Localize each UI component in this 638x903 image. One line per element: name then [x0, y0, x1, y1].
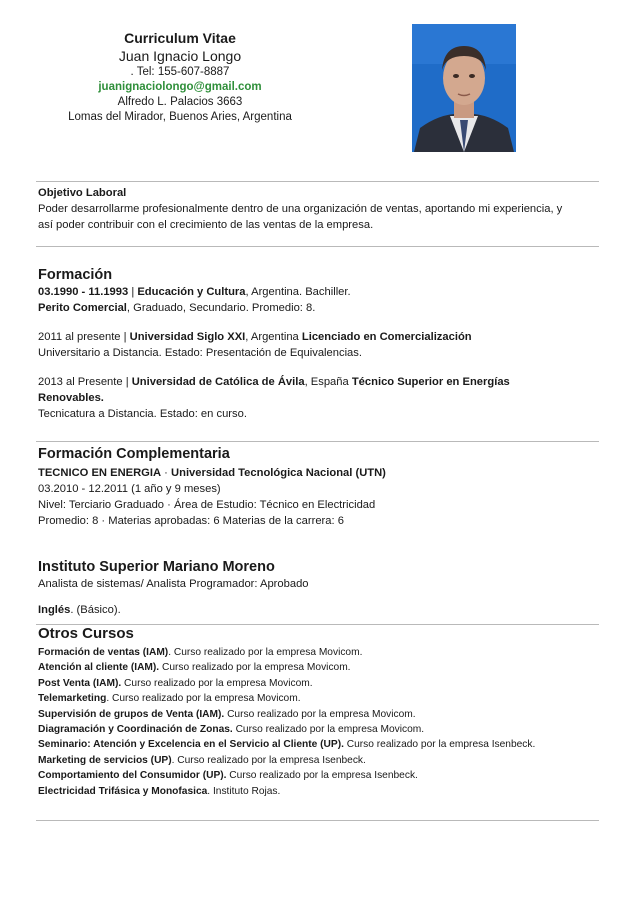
list-item: Formación de ventas (IAM). Curso realizado por la empresa Movicom.	[38, 647, 363, 658]
document-title: Curriculum Vitae	[124, 30, 236, 46]
language-name: Inglés	[38, 604, 71, 616]
complementary-heading: Formación Complementaria	[38, 446, 230, 462]
entry-school: Universidad Siglo XXI	[129, 331, 246, 343]
entry-text: , Argentina	[245, 331, 302, 343]
divider	[36, 181, 599, 182]
entry-degree: Renovables.	[38, 392, 104, 404]
list-item: Atención al cliente (IAM). Curso realizado por la empresa Movicom.	[38, 662, 351, 674]
entry-text: Nivel: Terciario Graduado · Área de Estudio: Técnico en Electricidad	[38, 499, 376, 511]
entry-dates: 03.1990 - 11.1993	[38, 286, 129, 298]
city: Lomas del Mirador, Buenos Aries, Argentina	[68, 111, 292, 123]
objective-section	[38, 185, 600, 233]
list-item: Seminario: Atención y Excelencia en el Servicio al Cliente (UP). Curso realizado por la empresa Isenbeck.	[38, 739, 536, 751]
entry-text: 03.2010 - 12.2011 (1 año y 9 meses)	[38, 483, 221, 495]
email-link[interactable]: juanignaciolongo@gmail.com	[98, 81, 262, 93]
entry-text: Tecnicatura a Distancia. Estado: en curso.	[38, 408, 247, 420]
courses-list	[38, 645, 600, 799]
list-item: Post Venta (IAM). Curso realizado por la empresa Movicom.	[38, 677, 313, 689]
language-entry	[38, 602, 600, 618]
education-entry	[38, 300, 600, 316]
entry-dates: 2013 al Presente |	[38, 376, 132, 388]
divider	[36, 441, 599, 442]
entry-text: , Argentina. Bachiller.	[245, 286, 351, 298]
education-entry	[38, 329, 600, 345]
courses-heading: Otros Cursos	[38, 625, 134, 642]
complementary-entry	[38, 465, 600, 481]
courses-section	[38, 625, 600, 799]
phone: . Tel: 155-607-8887	[130, 66, 230, 78]
entry-school: Universidad de Católica de Ávila	[131, 376, 305, 388]
education-heading: Formación	[38, 267, 113, 283]
list-item: Telemarketing. Curso realizado por la empresa Movicom.	[38, 693, 301, 705]
entry-degree: Perito Comercial	[38, 302, 127, 314]
address: Alfredo L. Palacios 3663	[117, 96, 243, 108]
entry-degree: Técnico Superior en Energías	[351, 376, 510, 388]
list-item: Supervisión de grupos de Venta (IAM). Curso realizado por la empresa Movicom.	[38, 708, 416, 720]
profile-photo	[412, 24, 516, 152]
entry-dates: 2011 al presente |	[38, 331, 130, 343]
education-entry	[38, 284, 600, 300]
entry-text: Universitario a Distancia. Estado: Presentación de Equivalencias.	[38, 347, 362, 359]
entry-text: , España	[304, 376, 352, 388]
entry-school: Educación y Cultura	[137, 286, 246, 298]
separator: |	[128, 286, 138, 298]
divider	[36, 246, 599, 247]
entry-title: TECNICO EN ENERGIA	[38, 467, 162, 479]
education-section	[38, 266, 600, 422]
institute-heading: Instituto Superior Mariano Moreno	[38, 559, 275, 575]
list-item: Comportamiento del Consumidor (UP). Curso realizado por la empresa Isenbeck.	[38, 770, 418, 782]
language-level: . (Básico).	[70, 604, 121, 616]
entry-text: Promedio: 8 · Materias aprobadas: 6 Materias de la carrera: 6	[38, 515, 344, 527]
entry-school: Universidad Tecnológica Nacional (UTN)	[171, 467, 386, 479]
institute-section	[38, 558, 600, 618]
education-entry	[38, 374, 600, 390]
separator: ·	[161, 467, 172, 479]
cv-header	[40, 30, 320, 125]
complementary-section	[38, 445, 600, 529]
entry-text: Analista de sistemas/ Analista Programador: Aprobado	[38, 578, 309, 590]
entry-degree: Licenciado en Comercialización	[301, 331, 472, 343]
list-item: Electricidad Trifásica y Monofasica. Instituto Rojas.	[38, 785, 281, 797]
objective-heading: Objetivo Laboral	[38, 187, 127, 199]
divider	[36, 820, 599, 821]
entry-text: , Graduado, Secundario. Promedio: 8.	[126, 302, 316, 314]
objective-text: así poder contribuir con el crecimiento de las ventas de la empresa.	[38, 219, 374, 231]
person-name: Juan Ignacio Longo	[118, 48, 242, 64]
list-item: Diagramación y Coordinación de Zonas. Curso realizado por la empresa Movicom.	[38, 724, 425, 736]
objective-text: Poder desarrollarme profesionalmente dentro de una organización de ventas, aportando mi experiencia, y	[38, 203, 563, 215]
list-item: Marketing de servicios (UP). Curso realizado por la empresa Isenbeck.	[38, 754, 366, 766]
